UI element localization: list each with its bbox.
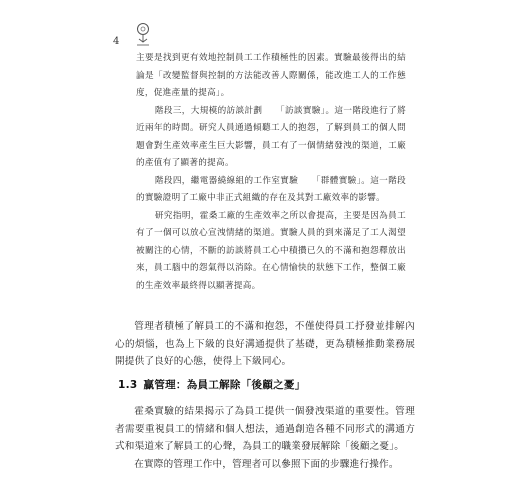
section-title: 贏管理：為員工解除「後顧之憂」 xyxy=(143,379,306,391)
body-paragraph: 管理者積極了解員工的不滿和抱怨，不僅使得員工抒發並排解內心的煩惱，也為上下級的良好溝通提供了基礎，更為積極推動業務展開提供了良好的心態，使得上下級同心。 xyxy=(115,321,415,367)
quote-paragraph: 階段三，大規模的訪談計劃 「訪談實驗」。這一階段進行了將近兩年的時間。研究人員通過傾聽工人的抱怨，了解到員工的個人問題會對生產效率產生巨大影響，員工有了一個情緒發洩的渠道，工廠的產值有了顯著的提高。 xyxy=(136,105,406,168)
publisher-logo-icon xyxy=(134,22,152,48)
body-paragraph: 霍桑實驗的結果揭示了為員工提供一個發洩渠道的重要性。管理者需要重視員工的情緒和個人想法，通過創造各種不同形式的溝通方式和渠道來了解員工的心聲，為員工的職業發展解除「後顧之憂」。 xyxy=(115,406,415,452)
section-number: 1.3 xyxy=(118,379,138,391)
body-paragraph: 在實際的管理工作中，管理者可以參照下面的步驟進行操作。 xyxy=(134,458,399,470)
section-heading xyxy=(118,377,306,392)
quote-paragraph: 研究指明，霍桑工廠的生產效率之所以會提高，主要是因為員工有了一個可以放心宣洩情緒的渠道。實驗人員的到來滿足了工人渴望被關注的心情，不斷的訪談將員工心中積攢已久的不滿和抱怨釋放出來，員工腦中的怨氣得以消除。在心情愉快的狀態下工作，整個工廠的生產效率最終得以顯著提高。 xyxy=(136,210,406,291)
body-paragraph-group xyxy=(115,318,415,371)
body-paragraph-group xyxy=(115,403,415,473)
quote-paragraph: 階段四，繼電器繞線組的工作室實驗 「群體實驗」。這一階段的實驗證明了工廠中非正式組織的存在及其對工廠效率的影響。 xyxy=(136,175,406,203)
quoted-passage xyxy=(136,50,406,295)
quote-paragraph: 主要是找到更有效地控制員工工作積極性的因素。實驗最後得出的結論是「改變監督與控制的方法能改善人際關係，能改進工人的工作態度，促進產量的提高」。 xyxy=(136,53,406,98)
page-number: 4 xyxy=(113,36,120,47)
